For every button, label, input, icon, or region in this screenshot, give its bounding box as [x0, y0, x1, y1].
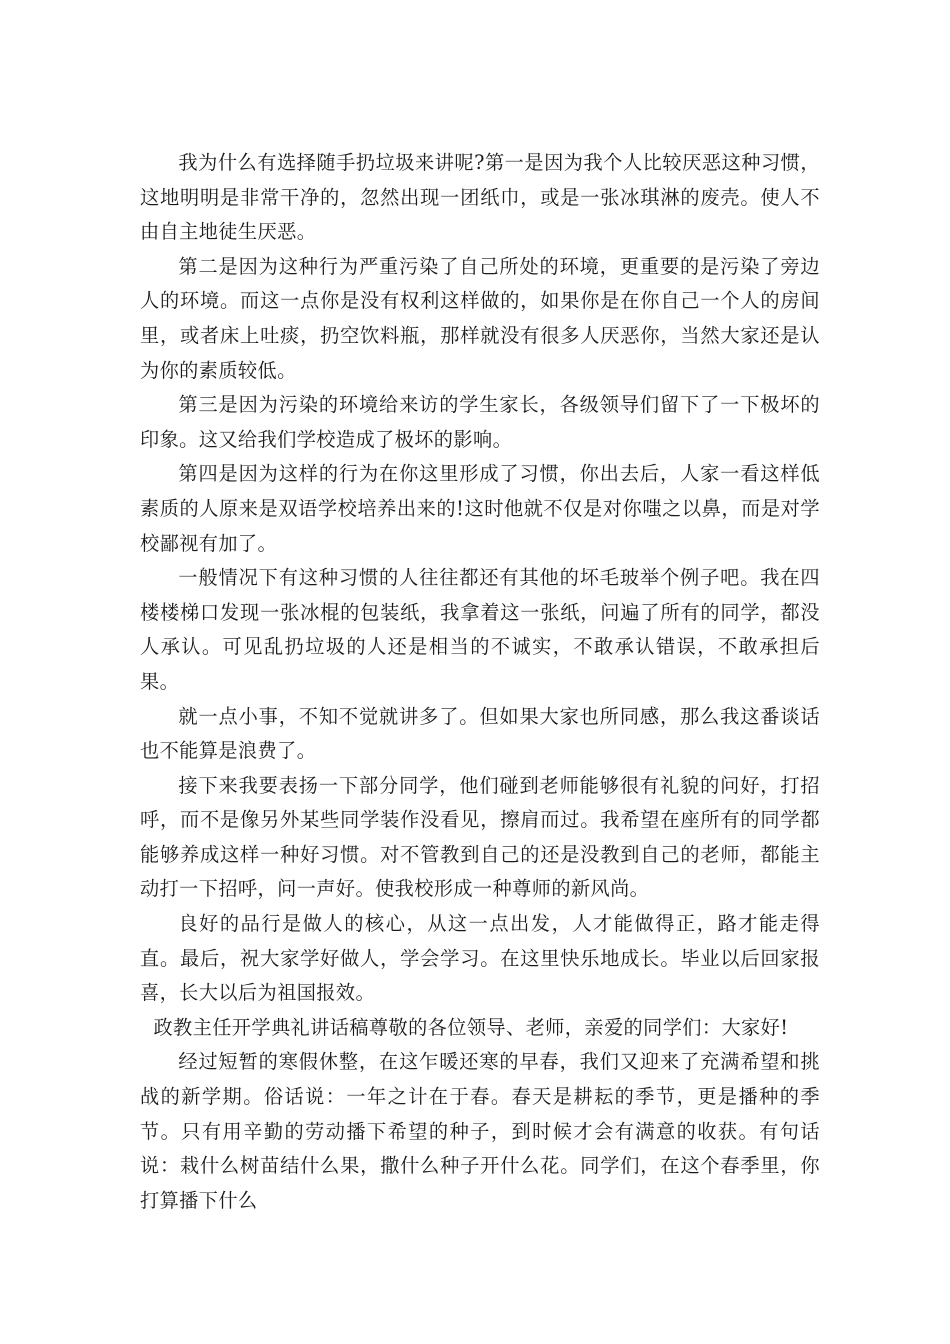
paragraph-1: 我为什么有选择随手扔垃圾来讲呢?第一是因为我个人比较厌恶这种习惯，这地明明是非常干净的，忽然出现一团纸巾，或是一张冰琪淋的废壳。使人不由自主地徒生厌恶。 — [140, 151, 820, 244]
paragraph-10: 经过短暂的寒假休整，在这乍暖还寒的早春，我们又迎来了充满希望和挑战的新学期。俗话说：一年之计在于春。春天是耕耘的季节，更是播种的季节。只有用辛勤的劳动播下希望的种子，到时候才会有满意的收获。有句话说：栽什么树苗结什么果，撒什么种子开什么花。同学们，在这个春季里，你打算播下什么 — [140, 1050, 820, 1212]
paragraph-8: 良好的品行是做人的核心，从这一点出发，人才能做得正，路才能走得直。最后，祝大家学好做人，学会学习。在这里快乐地成长。毕业以后回家报喜，长大以后为祖国报效。 — [140, 912, 820, 1005]
paragraph-5: 一般情况下有这种习惯的人往往都还有其他的坏毛玻举个例子吧。我在四楼楼梯口发现一张冰棍的包装纸，我拿着这一张纸，问遍了所有的同学，都没人承认。可见乱扔垃圾的人还是相当的不诚实，不敢承认错误，不敢承担后果。 — [140, 566, 820, 693]
paragraph-7: 接下来我要表扬一下部分同学，他们碰到老师能够很有礼貌的问好，打招呼，而不是像另外某些同学装作没看见，擦肩而过。我希望在座所有的同学都能够养成这样一种好习惯。对不管教到自己的还是没教到自己的老师，都能主动打一下招呼，问一声好。使我校形成一种尊师的新风尚。 — [140, 773, 820, 901]
paragraph-2: 第二是因为这种行为严重污染了自己所处的环境，更重要的是污染了旁边人的环境。而这一点你是没有权利这样做的，如果你是在你自己一个人的房间里，或者床上吐痰，扔空饮料瓶，那样就没有很多人厌恶你，当然大家还是认为你的素质较低。 — [140, 254, 820, 382]
paragraph-3: 第三是因为污染的环境给来访的学生家长，各级领导们留下了一下极坏的印象。这又给我们学校造成了极坏的影响。 — [140, 393, 820, 451]
document-body — [140, 146, 820, 1218]
section-heading: 政教主任开学典礼讲话稿尊敬的各位领导、老师，亲爱的同学们：大家好! — [153, 1015, 789, 1039]
paragraph-4: 第四是因为这样的行为在你这里形成了习惯，你出去后，人家一看这样低素质的人原来是双语学校培养出来的!这时他就不仅是对你嗤之以鼻，而是对学校鄙视有加了。 — [140, 462, 820, 555]
paragraph-6: 就一点小事，不知不觉就讲多了。但如果大家也所同感，那么我这番谈话也不能算是浪费了。 — [140, 704, 820, 763]
